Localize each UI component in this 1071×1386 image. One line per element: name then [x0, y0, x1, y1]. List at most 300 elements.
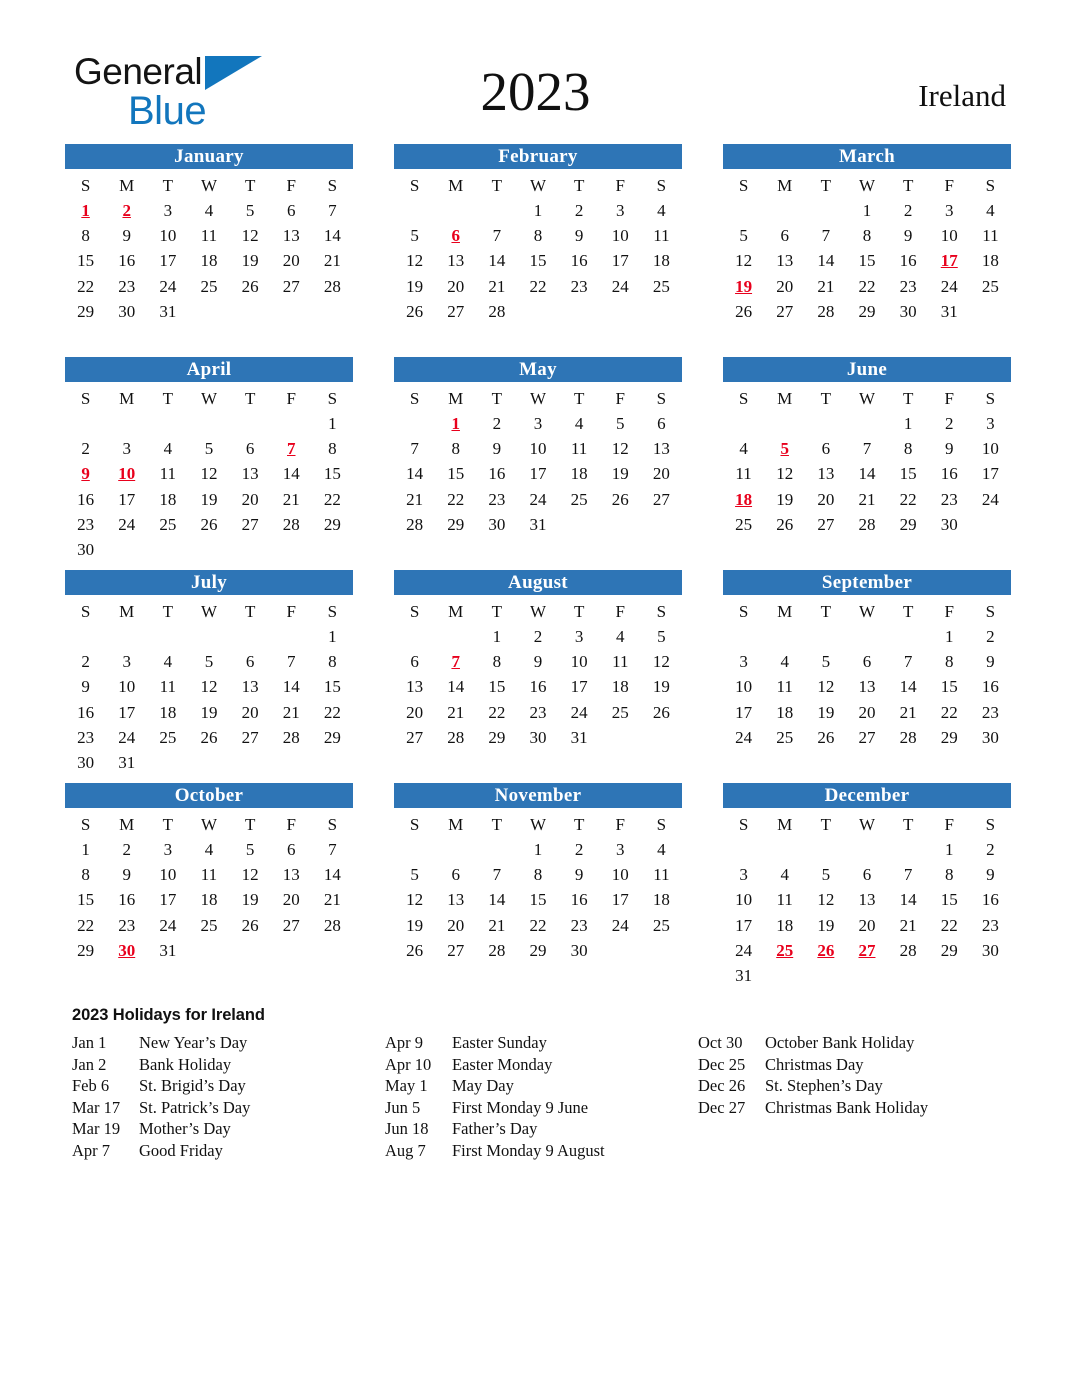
day-cell-march-8[interactable]: 8: [862, 226, 872, 246]
day-cell-december-13[interactable]: 13: [858, 890, 876, 910]
day-cell-october-30[interactable]: 30: [118, 940, 136, 960]
day-cell-july-21[interactable]: 21: [282, 702, 300, 722]
day-cell-february-14[interactable]: 14: [488, 251, 506, 271]
day-cell-july-4[interactable]: 4: [163, 652, 173, 672]
day-cell-june-15[interactable]: 15: [899, 464, 917, 484]
day-cell-march-14[interactable]: 14: [817, 251, 835, 271]
day-cell-november-29[interactable]: 29: [529, 940, 547, 960]
day-cell-january-17[interactable]: 17: [159, 251, 177, 271]
day-cell-march-28[interactable]: 28: [817, 301, 835, 321]
day-cell-april-6[interactable]: 6: [245, 439, 255, 459]
day-cell-july-19[interactable]: 19: [200, 702, 218, 722]
day-cell-may-10[interactable]: 10: [529, 439, 547, 459]
day-cell-april-19[interactable]: 19: [200, 489, 218, 509]
day-cell-march-21[interactable]: 21: [817, 276, 835, 296]
day-cell-march-18[interactable]: 18: [981, 251, 999, 271]
day-cell-january-27[interactable]: 27: [282, 276, 300, 296]
day-cell-april-18[interactable]: 18: [159, 489, 177, 509]
day-cell-february-6[interactable]: 6: [451, 226, 460, 246]
day-cell-january-25[interactable]: 25: [200, 276, 218, 296]
day-cell-march-2[interactable]: 2: [903, 201, 913, 220]
day-cell-october-2[interactable]: 2: [122, 840, 131, 859]
day-cell-november-4[interactable]: 4: [657, 840, 666, 859]
day-cell-may-12[interactable]: 12: [611, 439, 629, 459]
day-cell-july-13[interactable]: 13: [241, 677, 259, 697]
day-cell-august-31[interactable]: 31: [570, 727, 588, 747]
day-cell-may-9[interactable]: 9: [492, 439, 502, 459]
day-cell-march-29[interactable]: 29: [858, 301, 876, 321]
day-cell-may-31[interactable]: 31: [529, 514, 547, 534]
day-cell-june-18[interactable]: 18: [735, 489, 753, 509]
day-cell-march-20[interactable]: 20: [776, 276, 794, 296]
day-cell-may-22[interactable]: 22: [447, 489, 465, 509]
day-cell-may-1[interactable]: 1: [451, 414, 460, 433]
day-cell-november-30[interactable]: 30: [570, 940, 588, 960]
day-cell-november-20[interactable]: 20: [447, 915, 465, 935]
day-cell-october-20[interactable]: 20: [282, 890, 300, 910]
day-cell-july-28[interactable]: 28: [282, 727, 300, 747]
day-cell-october-28[interactable]: 28: [323, 915, 341, 935]
day-cell-october-24[interactable]: 24: [159, 915, 177, 935]
day-cell-october-6[interactable]: 6: [287, 840, 296, 859]
day-cell-november-27[interactable]: 27: [447, 940, 465, 960]
day-cell-december-8[interactable]: 8: [945, 865, 954, 885]
day-cell-december-28[interactable]: 28: [899, 940, 917, 960]
day-cell-july-27[interactable]: 27: [241, 727, 259, 747]
day-cell-september-12[interactable]: 12: [817, 677, 835, 697]
day-cell-june-10[interactable]: 10: [981, 439, 999, 459]
day-cell-may-11[interactable]: 11: [570, 439, 588, 459]
day-cell-january-15[interactable]: 15: [77, 251, 95, 271]
day-cell-october-13[interactable]: 13: [282, 865, 300, 885]
day-cell-september-18[interactable]: 18: [776, 702, 794, 722]
day-cell-december-19[interactable]: 19: [817, 915, 835, 935]
day-cell-october-7[interactable]: 7: [328, 840, 337, 859]
day-cell-april-29[interactable]: 29: [323, 514, 341, 534]
day-cell-december-14[interactable]: 14: [899, 890, 917, 910]
day-cell-september-9[interactable]: 9: [986, 652, 995, 672]
day-cell-january-22[interactable]: 22: [77, 276, 95, 296]
day-cell-november-7[interactable]: 7: [492, 865, 502, 885]
day-cell-may-24[interactable]: 24: [529, 489, 547, 509]
day-cell-november-19[interactable]: 19: [406, 915, 424, 935]
day-cell-december-2[interactable]: 2: [986, 840, 995, 859]
day-cell-may-3[interactable]: 3: [533, 414, 543, 433]
day-cell-june-19[interactable]: 19: [776, 489, 794, 509]
day-cell-january-2[interactable]: 2: [122, 201, 131, 220]
day-cell-january-30[interactable]: 30: [118, 301, 136, 321]
day-cell-july-12[interactable]: 12: [200, 677, 218, 697]
day-cell-april-9[interactable]: 9: [81, 464, 90, 484]
day-cell-november-9[interactable]: 9: [574, 865, 584, 885]
day-cell-april-5[interactable]: 5: [204, 439, 214, 459]
day-cell-april-16[interactable]: 16: [77, 489, 95, 509]
day-cell-april-2[interactable]: 2: [81, 439, 90, 459]
day-cell-december-5[interactable]: 5: [821, 865, 831, 885]
day-cell-november-14[interactable]: 14: [488, 890, 506, 910]
day-cell-september-2[interactable]: 2: [986, 627, 995, 646]
day-cell-may-7[interactable]: 7: [410, 439, 419, 459]
day-cell-august-13[interactable]: 13: [406, 677, 424, 697]
day-cell-november-18[interactable]: 18: [652, 890, 670, 910]
day-cell-june-4[interactable]: 4: [739, 439, 748, 459]
day-cell-february-1[interactable]: 1: [533, 201, 543, 220]
day-cell-october-23[interactable]: 23: [118, 915, 136, 935]
day-cell-november-17[interactable]: 17: [611, 890, 629, 910]
day-cell-september-15[interactable]: 15: [940, 677, 958, 697]
day-cell-july-30[interactable]: 30: [77, 752, 95, 772]
day-cell-december-1[interactable]: 1: [945, 840, 954, 859]
day-cell-october-9[interactable]: 9: [122, 865, 131, 885]
day-cell-february-3[interactable]: 3: [616, 201, 625, 220]
day-cell-february-9[interactable]: 9: [574, 226, 584, 246]
day-cell-september-10[interactable]: 10: [735, 677, 753, 697]
day-cell-march-13[interactable]: 13: [776, 251, 794, 271]
day-cell-march-27[interactable]: 27: [776, 301, 794, 321]
day-cell-august-7[interactable]: 7: [451, 652, 460, 672]
day-cell-december-31[interactable]: 31: [735, 965, 753, 985]
day-cell-june-7[interactable]: 7: [862, 439, 872, 459]
day-cell-september-22[interactable]: 22: [940, 702, 958, 722]
day-cell-may-25[interactable]: 25: [570, 489, 588, 509]
day-cell-june-21[interactable]: 21: [858, 489, 876, 509]
day-cell-april-24[interactable]: 24: [118, 514, 136, 534]
day-cell-june-1[interactable]: 1: [903, 414, 913, 433]
day-cell-may-15[interactable]: 15: [447, 464, 465, 484]
day-cell-october-1[interactable]: 1: [81, 840, 90, 859]
day-cell-march-11[interactable]: 11: [982, 226, 999, 246]
day-cell-april-25[interactable]: 25: [159, 514, 177, 534]
day-cell-february-25[interactable]: 25: [652, 276, 670, 296]
day-cell-march-12[interactable]: 12: [735, 251, 753, 271]
day-cell-may-21[interactable]: 21: [406, 489, 424, 509]
day-cell-august-9[interactable]: 9: [533, 652, 543, 672]
day-cell-march-22[interactable]: 22: [858, 276, 876, 296]
day-cell-march-23[interactable]: 23: [899, 276, 917, 296]
day-cell-november-1[interactable]: 1: [533, 840, 543, 859]
day-cell-october-16[interactable]: 16: [118, 890, 136, 910]
day-cell-august-17[interactable]: 17: [570, 677, 588, 697]
day-cell-october-8[interactable]: 8: [81, 865, 90, 885]
day-cell-june-13[interactable]: 13: [817, 464, 835, 484]
day-cell-october-4[interactable]: 4: [204, 840, 214, 859]
day-cell-june-23[interactable]: 23: [940, 489, 958, 509]
day-cell-february-7[interactable]: 7: [492, 226, 502, 246]
day-cell-august-1[interactable]: 1: [492, 627, 502, 646]
day-cell-march-24[interactable]: 24: [940, 276, 958, 296]
day-cell-november-23[interactable]: 23: [570, 915, 588, 935]
day-cell-october-15[interactable]: 15: [77, 890, 95, 910]
day-cell-december-29[interactable]: 29: [940, 940, 958, 960]
day-cell-february-18[interactable]: 18: [652, 251, 670, 271]
day-cell-march-19[interactable]: 19: [735, 276, 753, 296]
day-cell-january-14[interactable]: 14: [323, 226, 341, 246]
day-cell-october-25[interactable]: 25: [200, 915, 218, 935]
day-cell-october-29[interactable]: 29: [77, 940, 95, 960]
day-cell-may-4[interactable]: 4: [574, 414, 584, 433]
day-cell-january-24[interactable]: 24: [159, 276, 177, 296]
day-cell-april-10[interactable]: 10: [118, 464, 136, 484]
day-cell-may-26[interactable]: 26: [611, 489, 629, 509]
day-cell-february-17[interactable]: 17: [611, 251, 629, 271]
day-cell-may-13[interactable]: 13: [652, 439, 670, 459]
day-cell-february-4[interactable]: 4: [657, 201, 666, 220]
day-cell-july-5[interactable]: 5: [204, 652, 214, 672]
day-cell-january-7[interactable]: 7: [328, 201, 337, 220]
day-cell-march-6[interactable]: 6: [780, 226, 789, 246]
day-cell-august-27[interactable]: 27: [406, 727, 424, 747]
day-cell-july-25[interactable]: 25: [159, 727, 177, 747]
day-cell-january-19[interactable]: 19: [241, 251, 259, 271]
day-cell-march-17[interactable]: 17: [940, 251, 958, 271]
day-cell-december-22[interactable]: 22: [940, 915, 958, 935]
day-cell-november-13[interactable]: 13: [447, 890, 465, 910]
day-cell-july-18[interactable]: 18: [159, 702, 177, 722]
day-cell-december-30[interactable]: 30: [981, 940, 999, 960]
day-cell-october-31[interactable]: 31: [159, 940, 177, 960]
day-cell-may-2[interactable]: 2: [492, 414, 502, 433]
day-cell-april-23[interactable]: 23: [77, 514, 95, 534]
day-cell-december-9[interactable]: 9: [986, 865, 995, 885]
day-cell-november-11[interactable]: 11: [653, 865, 670, 885]
day-cell-january-23[interactable]: 23: [118, 276, 136, 296]
day-cell-march-9[interactable]: 9: [903, 226, 913, 246]
day-cell-july-23[interactable]: 23: [77, 727, 95, 747]
day-cell-july-1[interactable]: 1: [328, 627, 337, 646]
day-cell-february-22[interactable]: 22: [529, 276, 547, 296]
day-cell-august-5[interactable]: 5: [657, 627, 666, 646]
day-cell-september-23[interactable]: 23: [981, 702, 999, 722]
day-cell-june-17[interactable]: 17: [981, 464, 999, 484]
day-cell-december-20[interactable]: 20: [858, 915, 876, 935]
day-cell-october-10[interactable]: 10: [159, 865, 177, 885]
day-cell-november-28[interactable]: 28: [488, 940, 506, 960]
day-cell-july-9[interactable]: 9: [81, 677, 90, 697]
day-cell-june-12[interactable]: 12: [776, 464, 794, 484]
day-cell-september-30[interactable]: 30: [981, 727, 999, 747]
day-cell-february-15[interactable]: 15: [529, 251, 547, 271]
day-cell-august-18[interactable]: 18: [611, 677, 629, 697]
day-cell-august-26[interactable]: 26: [652, 702, 670, 722]
day-cell-june-9[interactable]: 9: [945, 439, 954, 459]
day-cell-august-30[interactable]: 30: [529, 727, 547, 747]
day-cell-december-21[interactable]: 21: [899, 915, 917, 935]
day-cell-september-13[interactable]: 13: [858, 677, 876, 697]
day-cell-june-25[interactable]: 25: [735, 514, 753, 534]
day-cell-july-22[interactable]: 22: [323, 702, 341, 722]
day-cell-april-28[interactable]: 28: [282, 514, 300, 534]
day-cell-january-16[interactable]: 16: [118, 251, 136, 271]
day-cell-march-16[interactable]: 16: [899, 251, 917, 271]
day-cell-may-20[interactable]: 20: [652, 464, 670, 484]
day-cell-august-21[interactable]: 21: [447, 702, 465, 722]
day-cell-october-11[interactable]: 11: [200, 865, 218, 885]
day-cell-may-17[interactable]: 17: [529, 464, 547, 484]
day-cell-september-16[interactable]: 16: [981, 677, 999, 697]
day-cell-january-28[interactable]: 28: [323, 276, 341, 296]
day-cell-september-7[interactable]: 7: [903, 652, 913, 672]
day-cell-june-2[interactable]: 2: [945, 414, 954, 433]
day-cell-september-8[interactable]: 8: [945, 652, 954, 672]
day-cell-august-20[interactable]: 20: [406, 702, 424, 722]
day-cell-june-8[interactable]: 8: [903, 439, 913, 459]
day-cell-july-17[interactable]: 17: [118, 702, 136, 722]
day-cell-december-10[interactable]: 10: [735, 890, 753, 910]
day-cell-july-31[interactable]: 31: [118, 752, 136, 772]
day-cell-january-21[interactable]: 21: [323, 251, 341, 271]
day-cell-september-1[interactable]: 1: [945, 627, 954, 646]
day-cell-april-20[interactable]: 20: [241, 489, 259, 509]
day-cell-january-31[interactable]: 31: [159, 301, 177, 321]
day-cell-january-6[interactable]: 6: [287, 201, 296, 220]
day-cell-june-6[interactable]: 6: [821, 439, 831, 459]
day-cell-july-29[interactable]: 29: [323, 727, 341, 747]
day-cell-march-5[interactable]: 5: [739, 226, 748, 246]
day-cell-february-27[interactable]: 27: [447, 301, 465, 321]
day-cell-october-3[interactable]: 3: [163, 840, 173, 859]
day-cell-june-16[interactable]: 16: [940, 464, 958, 484]
day-cell-november-24[interactable]: 24: [611, 915, 629, 935]
day-cell-november-12[interactable]: 12: [406, 890, 424, 910]
day-cell-april-8[interactable]: 8: [328, 439, 337, 459]
day-cell-september-11[interactable]: 11: [776, 677, 793, 697]
day-cell-september-6[interactable]: 6: [862, 652, 872, 672]
day-cell-december-18[interactable]: 18: [776, 915, 794, 935]
day-cell-january-13[interactable]: 13: [282, 226, 300, 246]
day-cell-july-2[interactable]: 2: [81, 652, 90, 672]
day-cell-october-5[interactable]: 5: [245, 840, 255, 859]
day-cell-april-22[interactable]: 22: [323, 489, 341, 509]
day-cell-december-17[interactable]: 17: [735, 915, 753, 935]
day-cell-september-20[interactable]: 20: [858, 702, 876, 722]
day-cell-june-24[interactable]: 24: [981, 489, 999, 509]
day-cell-may-28[interactable]: 28: [406, 514, 424, 534]
day-cell-december-12[interactable]: 12: [817, 890, 835, 910]
day-cell-march-31[interactable]: 31: [940, 301, 958, 321]
day-cell-september-4[interactable]: 4: [780, 652, 789, 672]
day-cell-august-3[interactable]: 3: [574, 627, 584, 646]
day-cell-february-10[interactable]: 10: [611, 226, 629, 246]
day-cell-october-14[interactable]: 14: [323, 865, 341, 885]
day-cell-april-27[interactable]: 27: [241, 514, 259, 534]
day-cell-august-29[interactable]: 29: [488, 727, 506, 747]
day-cell-june-22[interactable]: 22: [899, 489, 917, 509]
day-cell-march-10[interactable]: 10: [940, 226, 958, 246]
day-cell-april-3[interactable]: 3: [122, 439, 131, 459]
day-cell-december-4[interactable]: 4: [780, 865, 789, 885]
day-cell-july-14[interactable]: 14: [282, 677, 300, 697]
day-cell-april-21[interactable]: 21: [282, 489, 300, 509]
day-cell-june-20[interactable]: 20: [817, 489, 835, 509]
day-cell-august-8[interactable]: 8: [492, 652, 502, 672]
day-cell-march-4[interactable]: 4: [986, 201, 995, 220]
day-cell-january-11[interactable]: 11: [200, 226, 218, 246]
day-cell-june-29[interactable]: 29: [899, 514, 917, 534]
day-cell-july-20[interactable]: 20: [241, 702, 259, 722]
day-cell-december-6[interactable]: 6: [862, 865, 872, 885]
day-cell-may-30[interactable]: 30: [488, 514, 506, 534]
day-cell-april-7[interactable]: 7: [287, 439, 296, 459]
day-cell-march-25[interactable]: 25: [981, 276, 999, 296]
day-cell-april-26[interactable]: 26: [200, 514, 218, 534]
day-cell-october-27[interactable]: 27: [282, 915, 300, 935]
day-cell-january-1[interactable]: 1: [81, 201, 90, 220]
day-cell-february-16[interactable]: 16: [570, 251, 588, 271]
day-cell-february-24[interactable]: 24: [611, 276, 629, 296]
day-cell-april-1[interactable]: 1: [328, 414, 337, 433]
day-cell-august-15[interactable]: 15: [488, 677, 506, 697]
day-cell-july-7[interactable]: 7: [287, 652, 296, 672]
day-cell-may-6[interactable]: 6: [657, 414, 666, 433]
day-cell-september-17[interactable]: 17: [735, 702, 753, 722]
day-cell-december-23[interactable]: 23: [981, 915, 999, 935]
day-cell-december-16[interactable]: 16: [981, 890, 999, 910]
day-cell-november-26[interactable]: 26: [406, 940, 424, 960]
day-cell-january-8[interactable]: 8: [81, 226, 90, 246]
day-cell-july-15[interactable]: 15: [323, 677, 341, 697]
day-cell-may-27[interactable]: 27: [652, 489, 670, 509]
day-cell-september-5[interactable]: 5: [821, 652, 831, 672]
day-cell-february-11[interactable]: 11: [653, 226, 670, 246]
day-cell-march-30[interactable]: 30: [899, 301, 917, 321]
day-cell-june-27[interactable]: 27: [817, 514, 835, 534]
day-cell-august-11[interactable]: 11: [612, 652, 629, 672]
day-cell-october-22[interactable]: 22: [77, 915, 95, 935]
day-cell-november-21[interactable]: 21: [488, 915, 506, 935]
day-cell-december-25[interactable]: 25: [776, 940, 794, 960]
day-cell-september-29[interactable]: 29: [940, 727, 958, 747]
day-cell-may-29[interactable]: 29: [447, 514, 465, 534]
day-cell-january-9[interactable]: 9: [122, 226, 131, 246]
day-cell-november-8[interactable]: 8: [533, 865, 543, 885]
day-cell-november-16[interactable]: 16: [570, 890, 588, 910]
day-cell-october-26[interactable]: 26: [241, 915, 259, 935]
day-cell-july-16[interactable]: 16: [77, 702, 95, 722]
day-cell-march-1[interactable]: 1: [862, 201, 872, 220]
day-cell-april-15[interactable]: 15: [323, 464, 341, 484]
day-cell-july-11[interactable]: 11: [159, 677, 177, 697]
day-cell-september-19[interactable]: 19: [817, 702, 835, 722]
day-cell-july-10[interactable]: 10: [118, 677, 136, 697]
day-cell-june-5[interactable]: 5: [780, 439, 789, 459]
day-cell-january-5[interactable]: 5: [245, 201, 255, 220]
day-cell-march-7[interactable]: 7: [821, 226, 831, 246]
day-cell-august-14[interactable]: 14: [447, 677, 465, 697]
day-cell-october-12[interactable]: 12: [241, 865, 259, 885]
day-cell-february-20[interactable]: 20: [447, 276, 465, 296]
day-cell-may-14[interactable]: 14: [406, 464, 424, 484]
day-cell-february-23[interactable]: 23: [570, 276, 588, 296]
day-cell-january-20[interactable]: 20: [282, 251, 300, 271]
day-cell-december-3[interactable]: 3: [739, 865, 748, 885]
day-cell-august-10[interactable]: 10: [570, 652, 588, 672]
day-cell-september-24[interactable]: 24: [735, 727, 753, 747]
day-cell-june-14[interactable]: 14: [858, 464, 876, 484]
day-cell-april-14[interactable]: 14: [282, 464, 300, 484]
day-cell-august-6[interactable]: 6: [410, 652, 419, 672]
day-cell-january-26[interactable]: 26: [241, 276, 259, 296]
day-cell-august-23[interactable]: 23: [529, 702, 547, 722]
day-cell-may-5[interactable]: 5: [616, 414, 625, 433]
day-cell-october-17[interactable]: 17: [159, 890, 177, 910]
day-cell-july-24[interactable]: 24: [118, 727, 136, 747]
day-cell-january-29[interactable]: 29: [77, 301, 95, 321]
day-cell-november-5[interactable]: 5: [410, 865, 419, 885]
day-cell-may-19[interactable]: 19: [611, 464, 629, 484]
day-cell-february-2[interactable]: 2: [574, 201, 584, 220]
day-cell-august-28[interactable]: 28: [447, 727, 465, 747]
day-cell-august-24[interactable]: 24: [570, 702, 588, 722]
